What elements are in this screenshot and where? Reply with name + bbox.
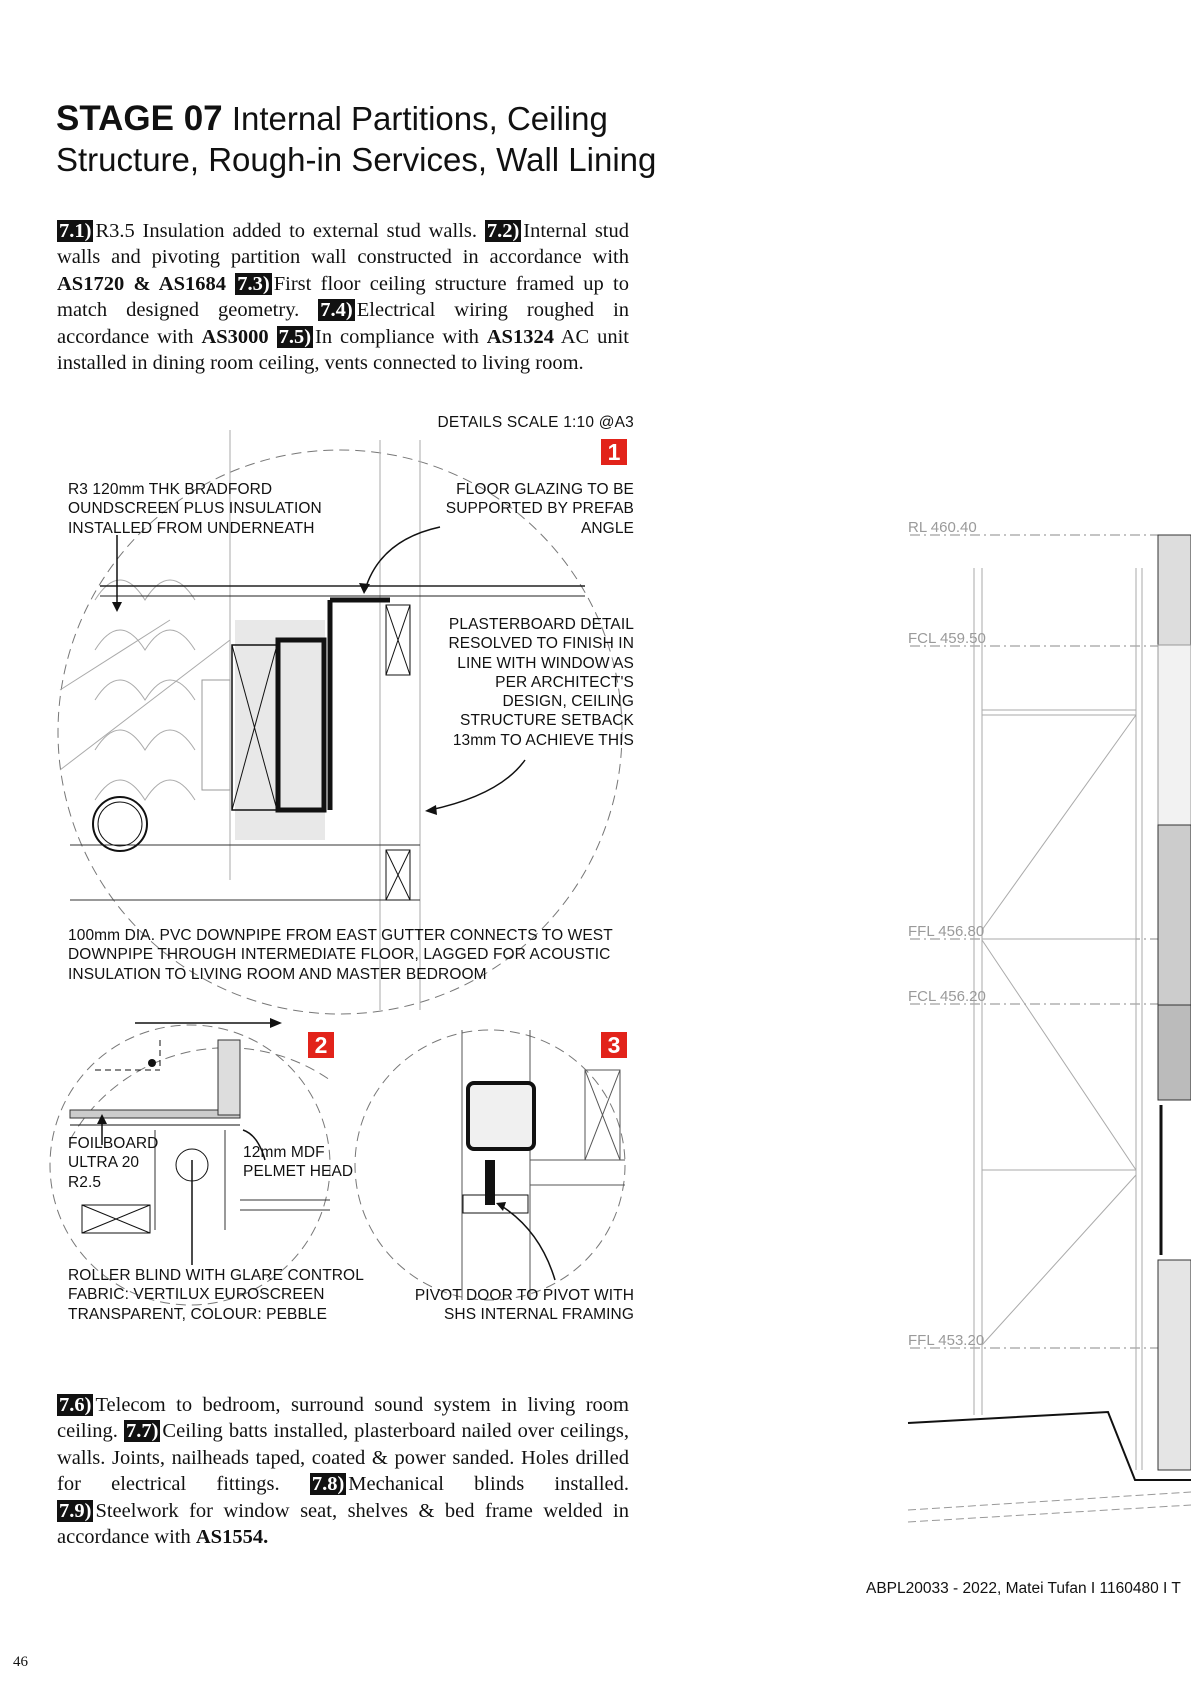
plasterboard-note: PLASTERBOARD DETAIL RESOLVED TO FINISH IN LINE WITH WINDOW AS PER ARCHITECT'S DESIGN, CEILING STRUCTURE SETBACK 13mm TO ACHIEVE THIS bbox=[448, 616, 634, 749]
step-tag: 7.7) bbox=[125, 1420, 159, 1443]
foilboard-note: FOILBOARD ULTRA 20 R2.5 bbox=[68, 1135, 159, 1191]
pivot-door-note: PIVOT DOOR TO PIVOT WITH SHS INTERNAL FRAMING bbox=[414, 1287, 634, 1324]
floor-glazing-note: FLOOR GLAZING TO BE SUPPORTED BY PREFAB ANGLE bbox=[445, 481, 634, 537]
step-text: R3.5 Insulation added to external stud walls. bbox=[95, 220, 478, 242]
step-text: In compliance with bbox=[315, 325, 479, 348]
step-tag: 7.4) bbox=[320, 299, 353, 322]
step-text: Internal stud walls and pivoting partition wall constructed in accordance with bbox=[57, 220, 629, 269]
step-tag: 7.8) bbox=[311, 1473, 345, 1496]
step-text: Mechanical blinds installed. bbox=[348, 1473, 629, 1496]
step-text: Steelwork for window seat, shelves & bed frame welded in accordance with bbox=[57, 1499, 629, 1549]
detail-2-badge: 2 bbox=[308, 1032, 334, 1058]
step-tag: 7.5) bbox=[278, 325, 312, 348]
stage-label: STAGE 07 bbox=[56, 99, 223, 138]
step-text: Telecom to bedroom, surround sound system in living room ceiling. bbox=[57, 1394, 629, 1443]
footer-credit: ABPL20033 - 2022, Matei Tufan I 1160480 I T bbox=[866, 1580, 1181, 1597]
step-tag: 7.2) bbox=[486, 220, 520, 242]
detail-3-badge: 3 bbox=[601, 1032, 627, 1058]
standard-ref: AS1554. bbox=[195, 1526, 269, 1549]
stage-subtitle: Internal Partitions, Ceiling Structure, Rough-in Services, Wall Lining bbox=[56, 100, 657, 178]
step-text: Ceiling batts installed, plasterboard nailed over ceilings, walls. Joints, nailheads taped, coated & power sanded. Holes drilled for electrical fittings. bbox=[57, 1420, 630, 1496]
step-tag: 7.1) bbox=[59, 220, 92, 242]
downpipe-note: 100mm DIA. PVC DOWNPIPE FROM EAST GUTTER CONNECTS TO WEST DOWNPIPE THROUGH INTERMEDIATE FLOOR, LAGGED FOR ACOUSTIC INSULATION TO LIVING ROOM AND MASTER BEDROOM bbox=[68, 927, 613, 983]
standard-ref: AS1324 bbox=[486, 325, 554, 348]
step-text: AC unit installed in dining room ceiling, vents connected to living room. bbox=[57, 325, 630, 375]
step-text: Electrical wiring roughed in accordance with bbox=[57, 299, 630, 348]
insulation-note: R3 120mm THK BRADFORD OUNDSCREEN PLUS INSULATION INSTALLED FROM UNDERNEATH bbox=[68, 481, 322, 537]
step-text: First floor ceiling structure framed up to match designed geometry. bbox=[57, 272, 629, 322]
level-label: RL 460.40 bbox=[908, 519, 977, 536]
step-tag: 7.6) bbox=[59, 1394, 92, 1416]
stage-description-continued bbox=[57, 1392, 629, 1550]
step-tag: 7.3) bbox=[237, 272, 270, 295]
level-label: FCL 456.20 bbox=[908, 988, 986, 1005]
detail-3-drawing bbox=[355, 1030, 625, 1300]
standard-ref: AS3000 bbox=[201, 325, 269, 348]
level-label: FCL 459.50 bbox=[908, 630, 986, 647]
scale-note: DETAILS SCALE 1:10 @A3 bbox=[437, 414, 634, 431]
detail-1-badge: 1 bbox=[601, 439, 627, 465]
standard-ref: AS1720 & AS1684 bbox=[57, 272, 226, 295]
wall-section-drawing bbox=[908, 535, 1191, 1522]
level-label: FFL 453.20 bbox=[908, 1332, 985, 1349]
level-label: FFL 456.80 bbox=[908, 923, 985, 940]
step-tag: 7.9) bbox=[59, 1499, 92, 1522]
page-number: 46 bbox=[13, 1654, 28, 1670]
mdf-pelmet-note: 12mm MDF PELMET HEAD bbox=[243, 1144, 354, 1181]
roller-blind-note: ROLLER BLIND WITH GLARE CONTROL FABRIC: VERTILUX EUROSCREEN TRANSPARENT, COLOUR: PEBBLE bbox=[68, 1267, 364, 1323]
